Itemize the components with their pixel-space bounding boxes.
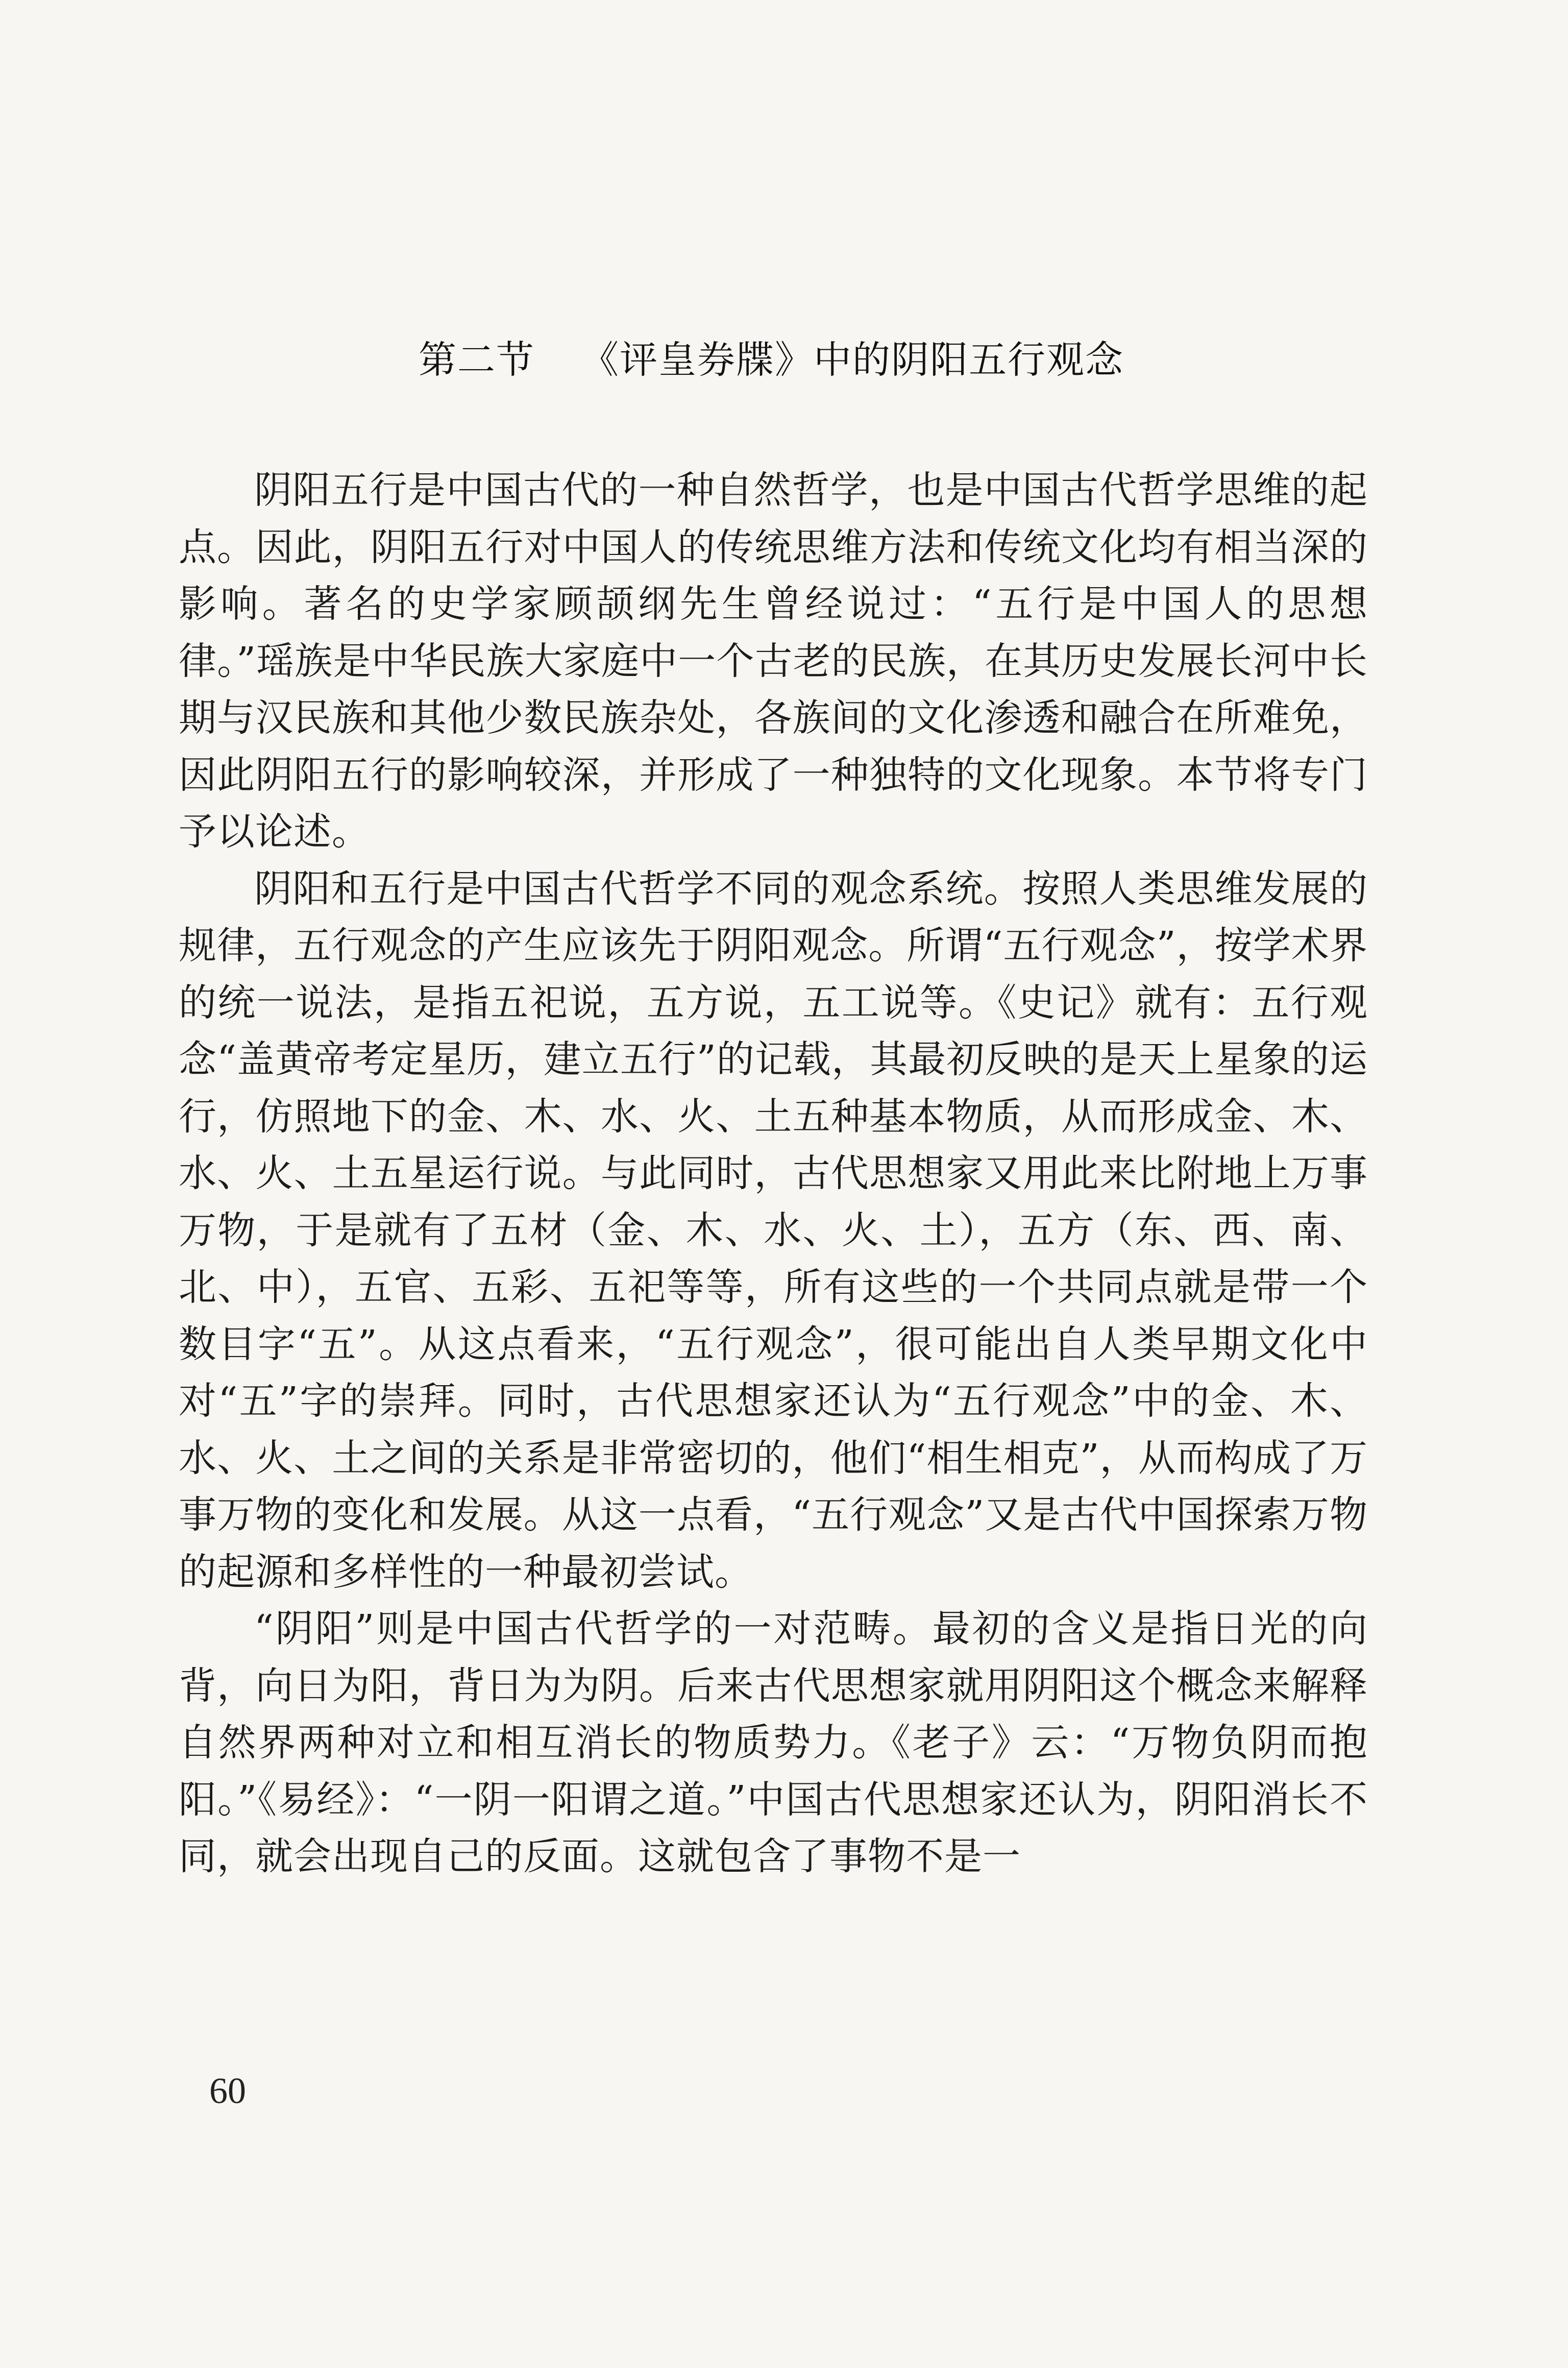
page-number: 60 — [209, 2070, 246, 2111]
section-heading — [419, 334, 1184, 385]
paragraph: “阴阳”则是中国古代哲学的一对范畴。最初的含义是指日光的向背，向日为阳，背日为为阴。后来古代思想家就用阴阳这个概念来解释自然界两种对立和相互消长的物质势力。《老子》云：“万物负阴而抱阳。”《易经》：“一阴一阳谓之道。”中国古代思想家还认为，阴阳消长不同，就会出现自己的反面。这就包含了事物不是一 — [179, 1607, 1368, 1878]
paragraph: 阴阳和五行是中国古代哲学不同的观念系统。按照人类思维发展的规律，五行观念的产生应该先于阴阳观念。所谓“五行观念”，按学术界的统一说法，是指五祀说，五方说，五工说等。《史记》就有：五行观念“盖黄帝考定星历，建立五行”的记载，其最初反映的是天上星象的运行，仿照地下的金、木、水、火、土五种基本物质，从而形成金、木、水、火、土五星运行说。与此同时，古代思想家又用此来比附地上万事万物，于是就有了五材（金、木、水、火、土），五方（东、西、南、北、中），五官、五彩、五祀等等，所有这些的一个共同点就是带一个数目字“五”。从这点看来，“五行观念”，很可能出自人类早期文化中对“五”字的崇拜。同时，古代思想家还认为“五行观念”中的金、木、水、火、土之间的关系是非常密切的，他们“相生相克”，从而构成了万事万物的变化和发展。从这一点看，“五行观念”又是古代中国探索万物的起源和多样性的一种最初尝试。 — [179, 866, 1368, 1594]
section-number: 第二节 — [419, 338, 535, 382]
paragraph: 阴阳五行是中国古代的一种自然哲学，也是中国古代哲学思维的起点。因此，阴阳五行对中国人的传统思维方法和传统文化均有相当深的影响。著名的史学家顾颉纲先生曾经说过：“五行是中国人的思想律。”瑶族是中华民族大家庭中一个古老的民族，在其历史发展长河中长期与汉民族和其他少数民族杂处，各族间的文化渗透和融合在所难免，因此阴阳五行的影响较深，并形成了一种独特的文化现象。本节将专门予以论述。 — [179, 468, 1368, 854]
section-title-text: 《评皇券牒》中的阴阳五行观念 — [581, 338, 1124, 382]
body-text — [179, 462, 1368, 1886]
